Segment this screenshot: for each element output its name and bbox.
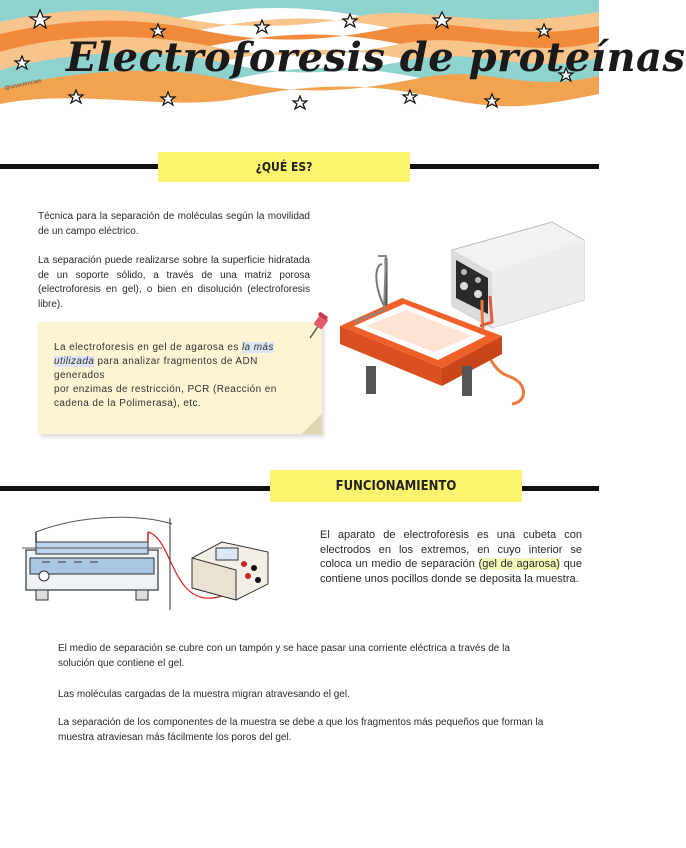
migration-paragraph: Las moléculas cargadas de la muestra migran atravesando el gel. <box>58 689 350 700</box>
definition-paragraph: Técnica para la separación de moléculas según la movilidad de un campo eléctrico. <box>38 211 310 237</box>
separation-mechanism-paragraph: La separación de los componentes de la muestra se debe a que los fragmentos más pequeños que forman la muestra atraviesan más fácilmente los poros del gel. <box>58 717 544 743</box>
note-text-start: La electroforesis en gel de agarosa es <box>54 342 242 353</box>
apparatus-text-start: El aparato de electroforesis es una cubeta con electrodos en los extremos, en cuyo interior se coloca un medio de separación <box>320 529 582 570</box>
agarose-highlight: (gel de agarosa) <box>478 558 560 570</box>
gel-electrophoresis-illustration <box>332 216 586 412</box>
header-banner <box>0 0 686 118</box>
section-heading-que-es: ¿QUÉ ES? <box>158 152 410 182</box>
separation-paragraph: La separación puede realizarse sobre la superficie hidratada de un soporte sólido, a través de una matriz porosa (electroforesis en gel), o bien en disolución (electroforesis libre). <box>38 255 310 310</box>
apparatus-diagram <box>22 518 276 610</box>
section-heading-funcionamiento: FUNCIONAMIENTO <box>270 470 522 502</box>
note-text-line-2: por enzimas de restricción, PCR (Reacción en cadena de la Polimerasa), etc. <box>54 384 277 409</box>
apparatus-description <box>320 528 582 586</box>
sticky-note <box>38 322 322 434</box>
note-highlight: la más utilizada <box>54 342 274 367</box>
apparatus-text-end: que contiene unos pocillos donde se deposita la muestra. <box>320 558 582 585</box>
pushpin-icon <box>306 312 330 342</box>
note-text <box>54 341 310 411</box>
author-handle: @unociencias <box>3 78 42 92</box>
note-text-end: para analizar fragmentos de ADN generados <box>54 356 258 381</box>
page-title: Electroforesis de proteínas <box>66 34 686 81</box>
buffer-paragraph: El medio de separación se cubre con un tampón y se hace pasar una corriente eléctrica a través de la solución que contiene el gel. <box>58 643 510 669</box>
